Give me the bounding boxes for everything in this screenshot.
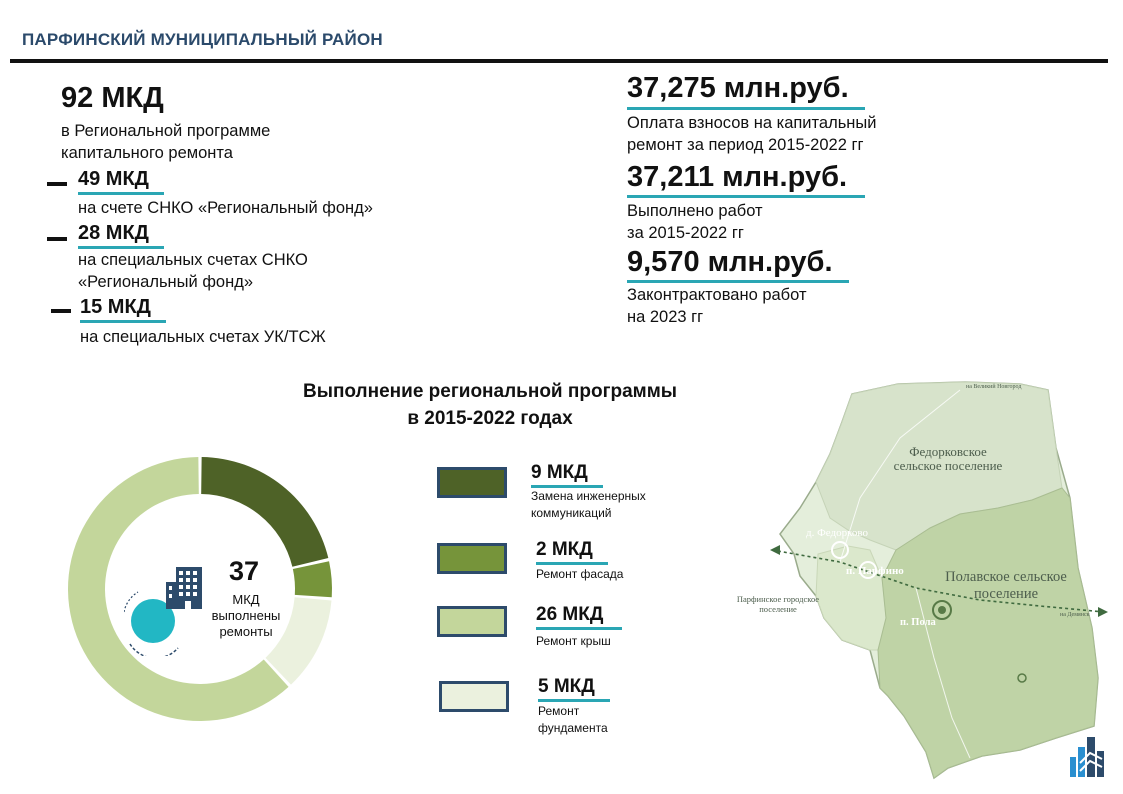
donut-center-label-1: МКД: [232, 592, 260, 607]
special-uk-value: 15 МКД: [80, 296, 151, 318]
header-divider: [10, 59, 1108, 63]
legend-label-foundation-1: Ремонт: [538, 704, 580, 718]
underline: [78, 192, 164, 195]
donut-segment-0: [201, 457, 328, 567]
underline: [536, 562, 608, 565]
bullet-dash: [47, 182, 67, 186]
special-fund-value: 28 МКД: [78, 222, 149, 244]
underline: [536, 627, 622, 630]
map-label-to-demyansk: на Демянск: [1060, 612, 1090, 618]
contracted-value: 9,570 млн.руб.: [627, 246, 833, 278]
works-done-text-2: за 2015-2022 гг: [627, 224, 744, 242]
bullet-dash: [47, 237, 67, 241]
map-label-parfinskoe-1: Парфинское городское: [736, 594, 820, 604]
legend-value-foundation: 5 МКД: [538, 676, 595, 697]
section-title: [260, 378, 720, 432]
underline: [627, 280, 849, 283]
legend-label-engineering-2: коммуникаций: [531, 506, 612, 520]
legend-label-foundation-2: фундамента: [538, 721, 608, 735]
contributions-text-2: ремонт за период 2015-2022 гг: [627, 136, 864, 154]
map-label-fedorkovo: д. Федорково: [806, 527, 869, 539]
contracted-text-2: на 2023 гг: [627, 308, 704, 326]
works-done-value: 37,211 млн.руб.: [627, 161, 848, 193]
donut-center-label-2: выполнены: [211, 608, 281, 623]
legend-value-roof: 26 МКД: [536, 604, 604, 625]
legend-swatch-engineering: [437, 467, 507, 498]
fund-account-value: 49 МКД: [78, 168, 149, 190]
special-uk-text: на специальных счетах УК/ТСЖ: [80, 328, 326, 346]
contracted-text-1: Законтрактовано работ: [627, 286, 807, 304]
bullet-dash: [51, 309, 71, 313]
fund-account-text: на счете СНКО «Региональный фонд»: [78, 199, 373, 217]
special-fund-text-1: на специальных счетах СНКО: [78, 251, 308, 269]
district-map: [720, 378, 1120, 783]
donut-center-label-3: ремонты: [219, 624, 273, 639]
underline: [627, 195, 865, 198]
map-label-parfinskoe-2: поселение: [759, 604, 797, 614]
legend-value-facade: 2 МКД: [536, 539, 593, 560]
contributions-text-1: Оплата взносов на капитальный: [627, 114, 877, 132]
legend-value-engineering: 9 МКД: [531, 462, 588, 483]
special-fund-text-2: «Региональный фонд»: [78, 273, 253, 291]
map-label-polavskoe-1: Полавское сельское: [945, 569, 1067, 585]
map-label-polavskoe-2: поселение: [973, 586, 1039, 602]
total-mkd-text-1: в Региональной программе: [61, 122, 271, 140]
legend-label-engineering-1: Замена инженерных: [531, 489, 646, 503]
donut-center-value: 37: [229, 556, 260, 586]
section-title-line-1: Выполнение региональной программы: [303, 381, 677, 402]
legend-label-facade: Ремонт фасада: [536, 567, 624, 581]
works-done-text-1: Выполнено работ: [627, 202, 763, 220]
map-label-pola: п. Пола: [900, 617, 936, 628]
donut-center-label: [196, 592, 296, 640]
contributions-value: 37,275 млн.руб.: [627, 72, 849, 104]
map-label-to-novgorod: на Великий Новгород: [966, 384, 1022, 390]
map-label-fedorkovskoe-1: Федорковское: [909, 444, 987, 459]
page-title: ПАРФИНСКИЙ МУНИЦИПАЛЬНЫЙ РАЙОН: [22, 30, 383, 49]
total-mkd-text-2: капитального ремонта: [61, 144, 233, 162]
parfinskoe-area: [816, 546, 886, 650]
legend-label-roof: Ремонт крыш: [536, 634, 611, 648]
logo-icon: [1068, 733, 1108, 779]
underline: [627, 107, 865, 110]
legend-swatch-facade: [437, 543, 507, 574]
underline: [80, 320, 166, 323]
donut-segment-1: [293, 561, 332, 597]
map-label-fedorkovskoe-2: сельское поселение: [893, 458, 1003, 473]
total-mkd-value: 92 МКД: [61, 82, 164, 114]
legend-swatch-foundation: [439, 681, 509, 712]
underline: [538, 699, 610, 702]
legend-swatch-roof: [437, 606, 507, 637]
section-title-line-2: в 2015-2022 годах: [407, 408, 573, 429]
map-label-parfino: п. Парфино: [846, 565, 904, 577]
